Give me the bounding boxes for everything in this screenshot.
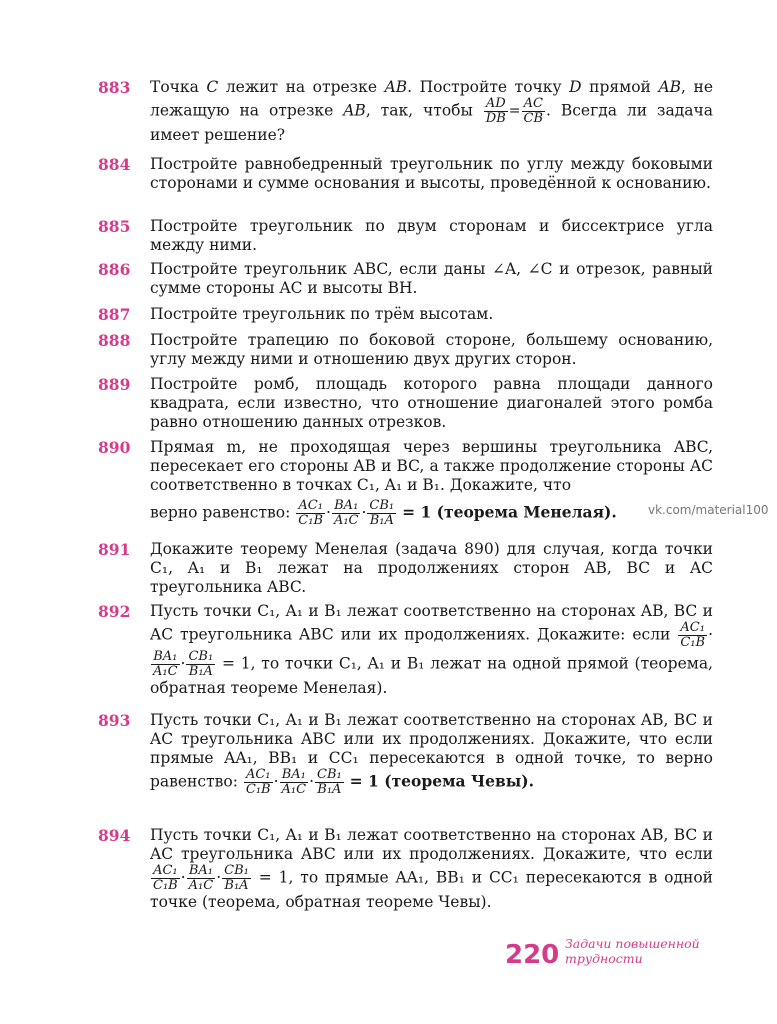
problem-number: 894 bbox=[98, 826, 131, 845]
problem-884 bbox=[98, 155, 713, 193]
problem-text: Прямая m, не проходящая через вершины треугольника ABC, пересекает его стороны AB и BC, а также продолжение стороны AC соответственно в точках C₁, A₁ и B₁. Докажите, что верно равенство: $\frac{\text{AC₁}}{\text{C₁B}}$ · $\frac{\text{BA₁}}{\text{A₁C}}$ · $\frac{\text{CB₁}}{\text{B₁A}}$ = 1 (теорема Менелая). bbox=[150, 438, 713, 528]
problem-text: Докажите теорему Менелая (задача 890) для случая, когда точки C₁, A₁ и B₁ лежат на продолжениях сторон AB, BC и AC треугольника ABC. bbox=[150, 540, 713, 596]
problem-text: Постройте трапецию по боковой стороне, большему основанию, углу между ними и отношению двух других сторон. bbox=[150, 331, 713, 368]
problem-number: 887 bbox=[98, 305, 131, 324]
problem-889 bbox=[98, 375, 713, 432]
fraction: $\frac{\text{BA₁}}{\text{A₁C}}$ bbox=[153, 649, 178, 679]
problem-893 bbox=[98, 711, 713, 797]
problem-text: Пусть точки C₁, A₁ и B₁ лежат соответственно на сторонах AB, BC и AC треугольника ABC или их продолжениях. Докажите: если $\frac{\text{AC₁}}{\text{C₁B}}$ · $\frac{\text{BA₁}}{\text{A₁C}}$ · $\frac{\text{CB₁}}{\text{B₁A}}$ = 1, то точки C₁, A₁ и B₁ лежат на одной прямой (теорема, обратная теореме Менелая). bbox=[150, 602, 713, 697]
fraction: $\frac{\text{BA₁}}{\text{A₁C}}$ bbox=[281, 767, 307, 797]
problem-887 bbox=[98, 305, 713, 324]
problem-number: 888 bbox=[98, 331, 131, 350]
problem-number: 890 bbox=[98, 438, 131, 457]
fraction: $\frac{AD}{DB}$ bbox=[485, 96, 506, 126]
fraction: $\frac{\text{BA₁}}{\text{A₁C}}$ bbox=[333, 498, 359, 528]
problem-text: Постройте треугольник ABC, если даны ∠A, ∠C и отрезок, равный сумме стороны AC и высоты BH. bbox=[150, 260, 713, 297]
fraction: $\frac{\text{CB₁}}{\text{B₁A}}$ bbox=[369, 498, 395, 528]
problem-886 bbox=[98, 260, 713, 298]
problem-text: Пусть точки C₁, A₁ и B₁ лежат соответственно на сторонах AB, BC и AC треугольника ABC или их продолжениях. Докажите, что если прямые AA₁, BB₁ и CC₁ пересекаются в одной точке, то верно равенство: $\frac{\text{AC₁}}{\text{C₁B}}$ · $\frac{\text{BA₁}}{\text{A₁C}}$ · $\frac{\text{CB₁}}{\text{B₁A}}$ = 1 (теорема Чевы). bbox=[150, 711, 713, 797]
equation-line: верно равенство: $\frac{\text{AC₁}}{\text{C₁B}}$ · $\frac{\text{BA₁}}{\text{A₁C}}$ · $\frac{\text{CB₁}}{\text{B₁A}}$ = 1 (теорема Менелая). bbox=[150, 498, 617, 528]
section-title: Задачи повышенной трудности bbox=[565, 936, 700, 966]
fraction: $\frac{\text{AC₁}}{\text{C₁B}}$ bbox=[153, 863, 178, 893]
problem-892 bbox=[98, 602, 713, 698]
problem-885 bbox=[98, 217, 713, 255]
problem-number: 886 bbox=[98, 260, 131, 279]
page-number: 220 bbox=[505, 940, 560, 970]
problem-number: 891 bbox=[98, 540, 131, 559]
fraction: $\frac{AC}{CB}$ bbox=[523, 96, 543, 126]
fraction: $\frac{\text{AC₁}}{\text{C₁B}}$ bbox=[680, 620, 706, 650]
problem-text: Постройте треугольник по трём высотам. bbox=[150, 305, 494, 323]
problem-text: Постройте треугольник по двум сторонам и биссектрисе угла между ними. bbox=[150, 217, 713, 254]
problem-888 bbox=[98, 331, 713, 369]
problem-number: 889 bbox=[98, 375, 131, 394]
problem-891 bbox=[98, 540, 713, 597]
fraction: $\frac{\text{AC₁}}{\text{C₁B}}$ bbox=[298, 498, 323, 528]
fraction: $\frac{\text{CB₁}}{\text{B₁A}}$ bbox=[224, 863, 249, 893]
fraction: $\frac{\text{BA₁}}{\text{A₁C}}$ bbox=[188, 863, 214, 893]
problem-890 bbox=[98, 438, 713, 528]
problem-text: Постройте равнобедренный треугольник по углу между боковыми сторонами и сумме основания и высоты, проведённой к основанию. bbox=[150, 155, 713, 192]
problem-text: Постройте ромб, площадь которого равна площади данного квадрата, если известно, что отношение диагоналей этого ромба равно отношению данных отрезков. bbox=[150, 375, 713, 431]
problem-number: 883 bbox=[98, 78, 131, 97]
problem-number: 884 bbox=[98, 155, 131, 174]
fraction: $\frac{\text{CB₁}}{\text{B₁A}}$ bbox=[317, 767, 342, 797]
problem-number: 885 bbox=[98, 217, 131, 236]
fraction: $\frac{\text{CB₁}}{\text{B₁A}}$ bbox=[188, 649, 214, 679]
problem-text: Точка C лежит на отрезке AB. Постройте точку D прямой AB, не лежащую на отрезке AB, так, чтобы $\frac{AD}{DB}$ = $\frac{AC}{CB}$ . Всегда ли задача имеет решение? bbox=[150, 78, 714, 144]
problem-894 bbox=[98, 826, 713, 912]
problem-number: 892 bbox=[98, 602, 131, 621]
fraction: $\frac{\text{AC₁}}{\text{C₁B}}$ bbox=[245, 767, 271, 797]
problem-text: Пусть точки C₁, A₁ и B₁ лежат соответственно на сторонах AB, BC и AC треугольника ABC или их продолжениях. Докажите, что если $\frac{\text{AC₁}}{\text{C₁B}}$ · $\frac{\text{BA₁}}{\text{A₁C}}$ · $\frac{\text{CB₁}}{\text{B₁A}}$ = 1, то прямые AA₁, BB₁ и CC₁ пересекаются в одной точке (теорема, обратная теореме Чевы). bbox=[150, 826, 713, 911]
problem-number: 893 bbox=[98, 711, 131, 730]
watermark: vk.com/material100 bbox=[648, 503, 769, 517]
problem-883 bbox=[98, 78, 713, 145]
